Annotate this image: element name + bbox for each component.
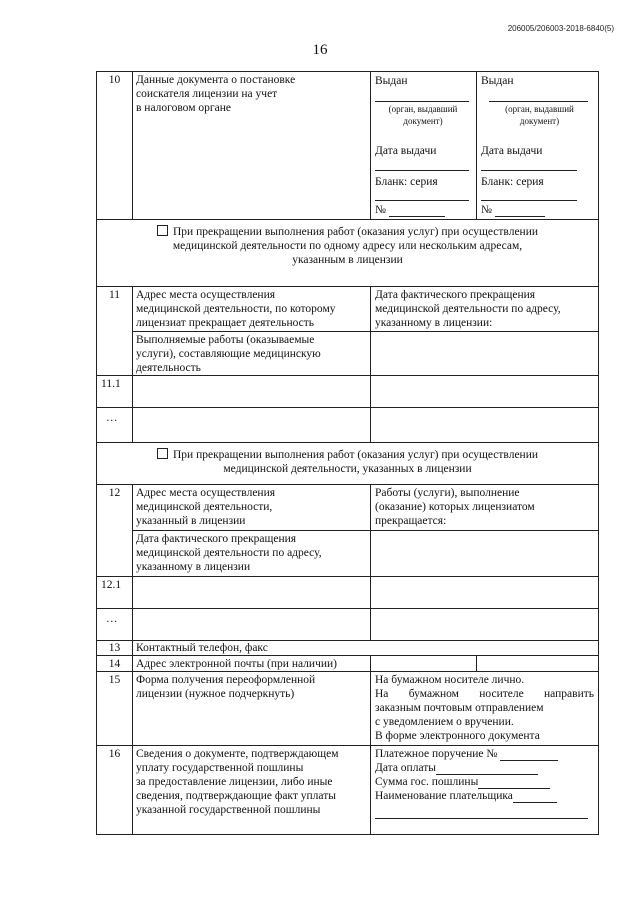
row-number: 11	[108, 289, 121, 301]
address-label: Адрес места осуществления медицинской деятельности, указанный в лицензии	[136, 487, 276, 527]
issued-label: Выдан	[375, 75, 408, 87]
issue-date-label: Дата выдачи	[481, 145, 543, 157]
works-label: Выполняемые работы (оказываемые услуги), составляющие медицинскую деятельность	[136, 334, 321, 374]
issued-label: Выдан	[481, 75, 514, 87]
row-number: 10	[108, 74, 121, 86]
payer-name-field[interactable]: Наименование плательщика	[375, 789, 558, 803]
termination-date-label: Дата фактического прекращения медицинской деятельности по адресу, указанному в лицензии	[136, 533, 322, 573]
state-fee-label: Сведения о документе, подтверждающем уплату государственной пошлины за предоставление лицензии, либо иные сведения, подтверждающие факт уплаты указанной государственной пошлины	[136, 748, 339, 816]
payment-order-field[interactable]: Платежное поручение №	[375, 747, 558, 761]
checkbox[interactable]	[157, 225, 168, 236]
payment-details	[375, 747, 558, 803]
issuer-hint: (орган, выдавший документ)	[388, 104, 458, 126]
blank-number-label: №	[375, 203, 445, 217]
option-electronic[interactable]: В форме электронного документа	[375, 730, 540, 742]
works-label: Работы (услуги), выполнение (оказание) которых лицензиатом прекращается:	[375, 487, 535, 527]
checkbox[interactable]	[157, 448, 168, 459]
row-number: 15	[108, 674, 121, 686]
license-form-label: Форма получения переоформленной лицензии (нужное подчеркнуть)	[136, 674, 316, 700]
row-ellipsis: …	[106, 412, 118, 424]
row-number: 14	[108, 658, 121, 670]
row-number: 13	[108, 642, 121, 654]
option-paper-by-mail[interactable]: На бумажном носителе направить	[375, 688, 594, 700]
payer-name-line	[375, 818, 588, 819]
issuer-hint: (орган, выдавший документ)	[505, 104, 574, 126]
contact-phone-label: Контактный телефон, факс	[136, 642, 268, 654]
delivery-options: На бумажном носителе лично. На бумажном носителе направить заказным почтовым отправлением с уведомлением о вручении. В форме электронного документа	[375, 674, 594, 742]
payment-date-field[interactable]: Дата оплаты	[375, 761, 558, 775]
document-number: 206005/206003-2018-6840(5)	[507, 24, 614, 33]
row-number: 11.1	[101, 378, 121, 390]
row-number: 12.1	[101, 579, 122, 591]
blank-series-label: Бланк: серия	[375, 176, 438, 188]
option-paper-in-person[interactable]: На бумажном носителе лично.	[375, 674, 525, 686]
blank-number-label: №	[481, 203, 545, 217]
address-label: Адрес места осуществления медицинской деятельности, по которому лицензиат прекращает деятельность	[136, 289, 336, 329]
issue-date-label: Дата выдачи	[375, 145, 437, 157]
email-label: Адрес электронной почты (при наличии)	[136, 658, 337, 670]
termination-date-label: Дата фактического прекращения медицинской деятельности по адресу, указанному в лицензии:	[375, 289, 561, 329]
page-number: 16	[312, 42, 328, 58]
section-heading-address: При прекращении выполнения работ (оказания услуг) при осуществлении медицинской деятельности по одному адресу или нескольким адресам, указанным в лицензии	[97, 225, 598, 267]
blank-series-label: Бланк: серия	[481, 176, 544, 188]
row-number: 12	[108, 487, 121, 499]
row-number: 16	[108, 748, 121, 760]
tax-registration-label: Данные документа о постановке соискателя лицензии на учет в налоговом органе	[136, 74, 296, 114]
fee-amount-field[interactable]: Сумма гос. пошлины	[375, 775, 558, 789]
row-ellipsis: …	[106, 613, 118, 625]
section-heading-works: При прекращении выполнения работ (оказания услуг) при осуществлении медицинской деятельности, указанных в лицензии	[97, 448, 598, 476]
